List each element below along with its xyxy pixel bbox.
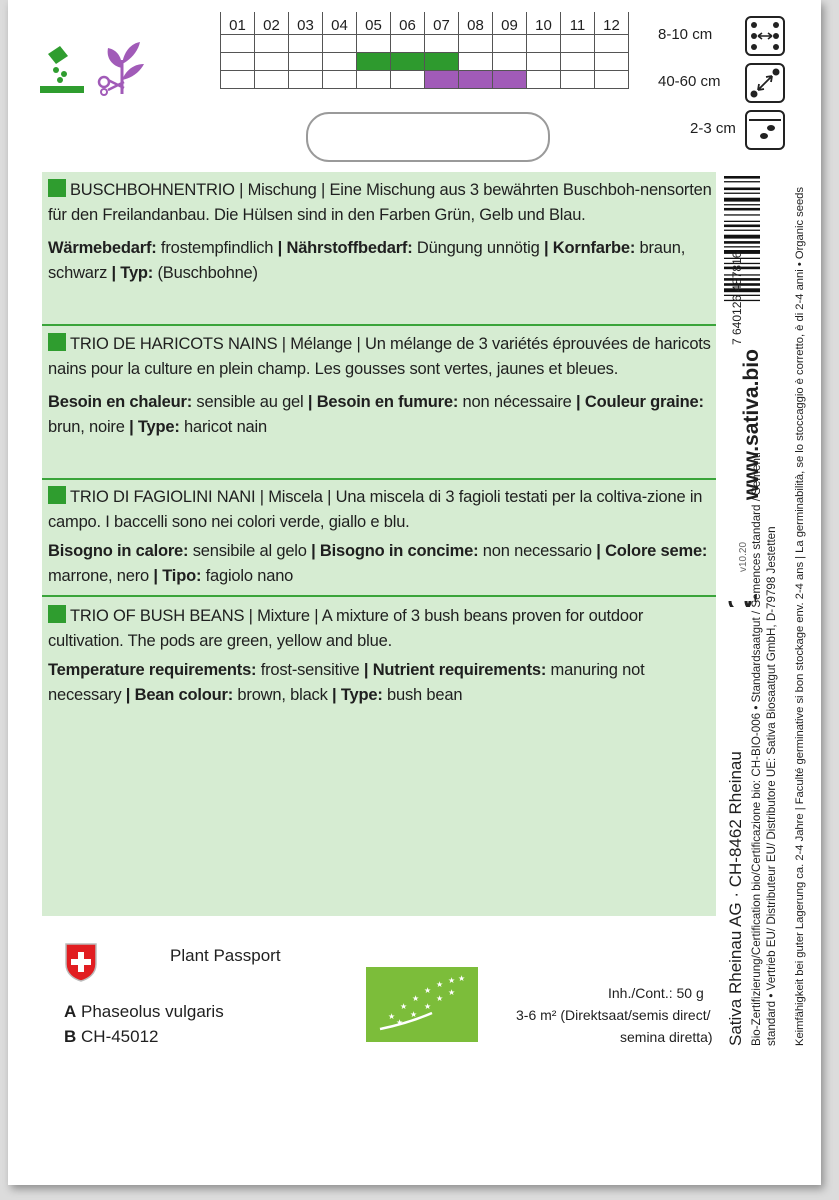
divider	[42, 478, 716, 480]
divider	[42, 595, 716, 597]
section-german	[48, 178, 712, 286]
green-square-icon	[48, 605, 66, 623]
calendar-cell	[357, 71, 391, 89]
calendar-month-label: 07	[425, 12, 459, 35]
calendar-cell	[255, 53, 289, 71]
barcode-digits: 7 640126 487816	[730, 251, 744, 345]
calendar-cell	[221, 35, 255, 53]
divider	[42, 324, 716, 326]
calendar-cell	[459, 35, 493, 53]
calendar-cell	[323, 35, 357, 53]
calendar-cell	[425, 35, 459, 53]
calendar-month-label: 04	[323, 12, 357, 35]
sowing-depth-label: 2-3 cm	[690, 120, 736, 137]
description-panel	[42, 172, 716, 916]
calendar-cell	[459, 53, 493, 71]
calendar-cell	[221, 71, 255, 89]
calendar-cell	[527, 71, 561, 89]
svg-text:★: ★	[448, 976, 456, 985]
company-address: Sativa Rheinau AG · CH-8462 Rheinau	[726, 751, 745, 1046]
calendar-month-label: 12	[595, 12, 629, 35]
dice-spacing-icon	[745, 16, 785, 56]
calendar-month-label: 01	[221, 12, 255, 35]
calendar-cell	[221, 53, 255, 71]
calendar-cell	[255, 71, 289, 89]
calendar-month-label: 08	[459, 12, 493, 35]
section-french	[48, 332, 712, 440]
calendar-month-label: 02	[255, 12, 289, 35]
calendar-cell	[391, 35, 425, 53]
green-square-icon	[48, 333, 66, 351]
plant-passport-title: Plant Passport	[170, 946, 281, 965]
calendar-cell	[357, 35, 391, 53]
contents-area-cont: semina diretta)	[620, 1029, 713, 1045]
row-spacing-label: 8-10 cm	[658, 26, 713, 43]
hanger-slot	[306, 112, 550, 162]
calendar-cell	[255, 35, 289, 53]
properties-en: Temperature requirements: frost-sensitive | Nutrient requirements: manuring not necessary | Bean colour: brown, black | Type: bush bean	[48, 661, 645, 704]
germination-note: Keimfähigkeit bei guter Lagerung ca. 2-4 Jahre | Faculté germinative si bon stockage env. 2-4 ans | La germinabilità, se lo stoccaggio è corretto, è di 2-4 anni • Organic seeds	[794, 186, 806, 1046]
website-link[interactable]: www.sativa.bio	[740, 349, 763, 500]
svg-text:★: ★	[448, 988, 456, 997]
properties-de: Wärmebedarf: frostempfindlich | Nährstoffbedarf: Düngung unnötig | Kornfarbe: braun, schwarz | Typ: (Buschbohne)	[48, 239, 686, 282]
section-italian	[48, 485, 712, 589]
calendar-cell	[527, 53, 561, 71]
calendar-cell	[289, 71, 323, 89]
calendar-cell	[561, 71, 595, 89]
calendar-month-label: 10	[527, 12, 561, 35]
green-square-icon	[48, 179, 66, 197]
calendar-month-label: 09	[493, 12, 527, 35]
calendar-month-label: 11	[561, 12, 595, 35]
sowing-period-cell	[425, 53, 459, 71]
seed-packet-back	[8, 0, 821, 1185]
calendar-cell	[595, 53, 629, 71]
calendar-month-label: 06	[391, 12, 425, 35]
svg-text:★: ★	[458, 974, 466, 983]
sowing-period-cell	[357, 53, 391, 71]
svg-text:★: ★	[412, 994, 420, 1003]
plant-spacing-label: 40-60 cm	[658, 73, 721, 90]
description-en: TRIO OF BUSH BEANS | Mixture | A mixture of 3 bush beans proven for outdoor cultivation. The pods are green, yellow and blue.	[48, 607, 644, 650]
calendar-cell	[493, 53, 527, 71]
eu-organic-leaf-icon	[366, 967, 478, 1042]
svg-text:★: ★	[396, 1018, 404, 1027]
sowing-harvest-calendar	[220, 12, 629, 89]
certification-line-2: standard • Vertrieb EU/ Distributeur EU/ Distributore UE: Sativa Biosaatgut GmbH, D-79798 Jestetten	[765, 526, 778, 1046]
calendar-month-label: 03	[289, 12, 323, 35]
properties-fr: Besoin en chaleur: sensible au gel | Besoin en fumure: non nécessaire | Couleur graine: brun, noire | Type: haricot nain	[48, 393, 704, 436]
sowing-icon	[38, 42, 86, 94]
calendar-cell	[323, 53, 357, 71]
svg-text:★: ★	[388, 1012, 396, 1021]
calendar-cell	[323, 71, 357, 89]
calendar-cell	[595, 71, 629, 89]
contents-weight: Inh./Cont.: 50 g	[608, 985, 704, 1001]
harvest-period-cell	[493, 71, 527, 89]
swiss-cross-icon	[64, 942, 98, 982]
calendar-cell	[527, 35, 561, 53]
contents-area: 3-6 m² (Direktsaat/semis direct/	[516, 1007, 711, 1023]
svg-text:★: ★	[400, 1002, 408, 1011]
description-de: BUSCHBOHNENTRIO | Mischung | Eine Mischung aus 3 bewährten Buschboh-nensorten für den Freilandanbau. Die Hülsen sind in den Farben Grün, Gelb und Blau.	[48, 181, 712, 224]
svg-text:★: ★	[436, 980, 444, 989]
properties-it: Bisogno in calore: sensibile al gelo | Bisogno in concime: non necessario | Colore seme: marrone, nero | Tipo: fagiolo nano	[48, 542, 708, 585]
passport-line-a: A Phaseolus vulgaris	[64, 1002, 224, 1021]
passport-line-b: B CH-45012	[64, 1027, 159, 1046]
calendar-cell	[595, 35, 629, 53]
green-square-icon	[48, 486, 66, 504]
calendar-cell	[561, 53, 595, 71]
section-english	[48, 604, 712, 708]
description-fr: TRIO DE HARICOTS NAINS | Mélange | Un mélange de 3 variétés éprouvées de haricots nains pour la culture en plein champ. Les gousses sont vertes, jaunes et bleues.	[48, 335, 711, 378]
sowing-period-cell	[391, 53, 425, 71]
harvest-plant-icon	[94, 38, 150, 96]
svg-text:★: ★	[424, 986, 432, 995]
certification-line-1: Bio-Zertifizierung/Certification bio/Certificazione bio: CH-BIO-006 • Standardsaatgut / Semences standard / Sementi	[750, 452, 763, 1046]
svg-text:★: ★	[436, 994, 444, 1003]
diagonal-distance-icon	[745, 63, 785, 103]
calendar-cell	[289, 35, 323, 53]
calendar-cell	[289, 53, 323, 71]
seed-depth-icon	[745, 110, 785, 150]
harvest-period-cell	[459, 71, 493, 89]
calendar-cell	[391, 71, 425, 89]
svg-text:★: ★	[424, 1002, 432, 1011]
version-label: v10.20	[738, 541, 749, 572]
description-it: TRIO DI FAGIOLINI NANI | Miscela | Una miscela di 3 fagioli testati per la coltiva-zione in campo. I baccelli sono nei colori verde, giallo e blu.	[48, 488, 703, 531]
calendar-month-label: 05	[357, 12, 391, 35]
calendar-cell	[493, 35, 527, 53]
harvest-period-cell	[425, 71, 459, 89]
calendar-cell	[561, 35, 595, 53]
svg-text:★: ★	[410, 1010, 418, 1019]
